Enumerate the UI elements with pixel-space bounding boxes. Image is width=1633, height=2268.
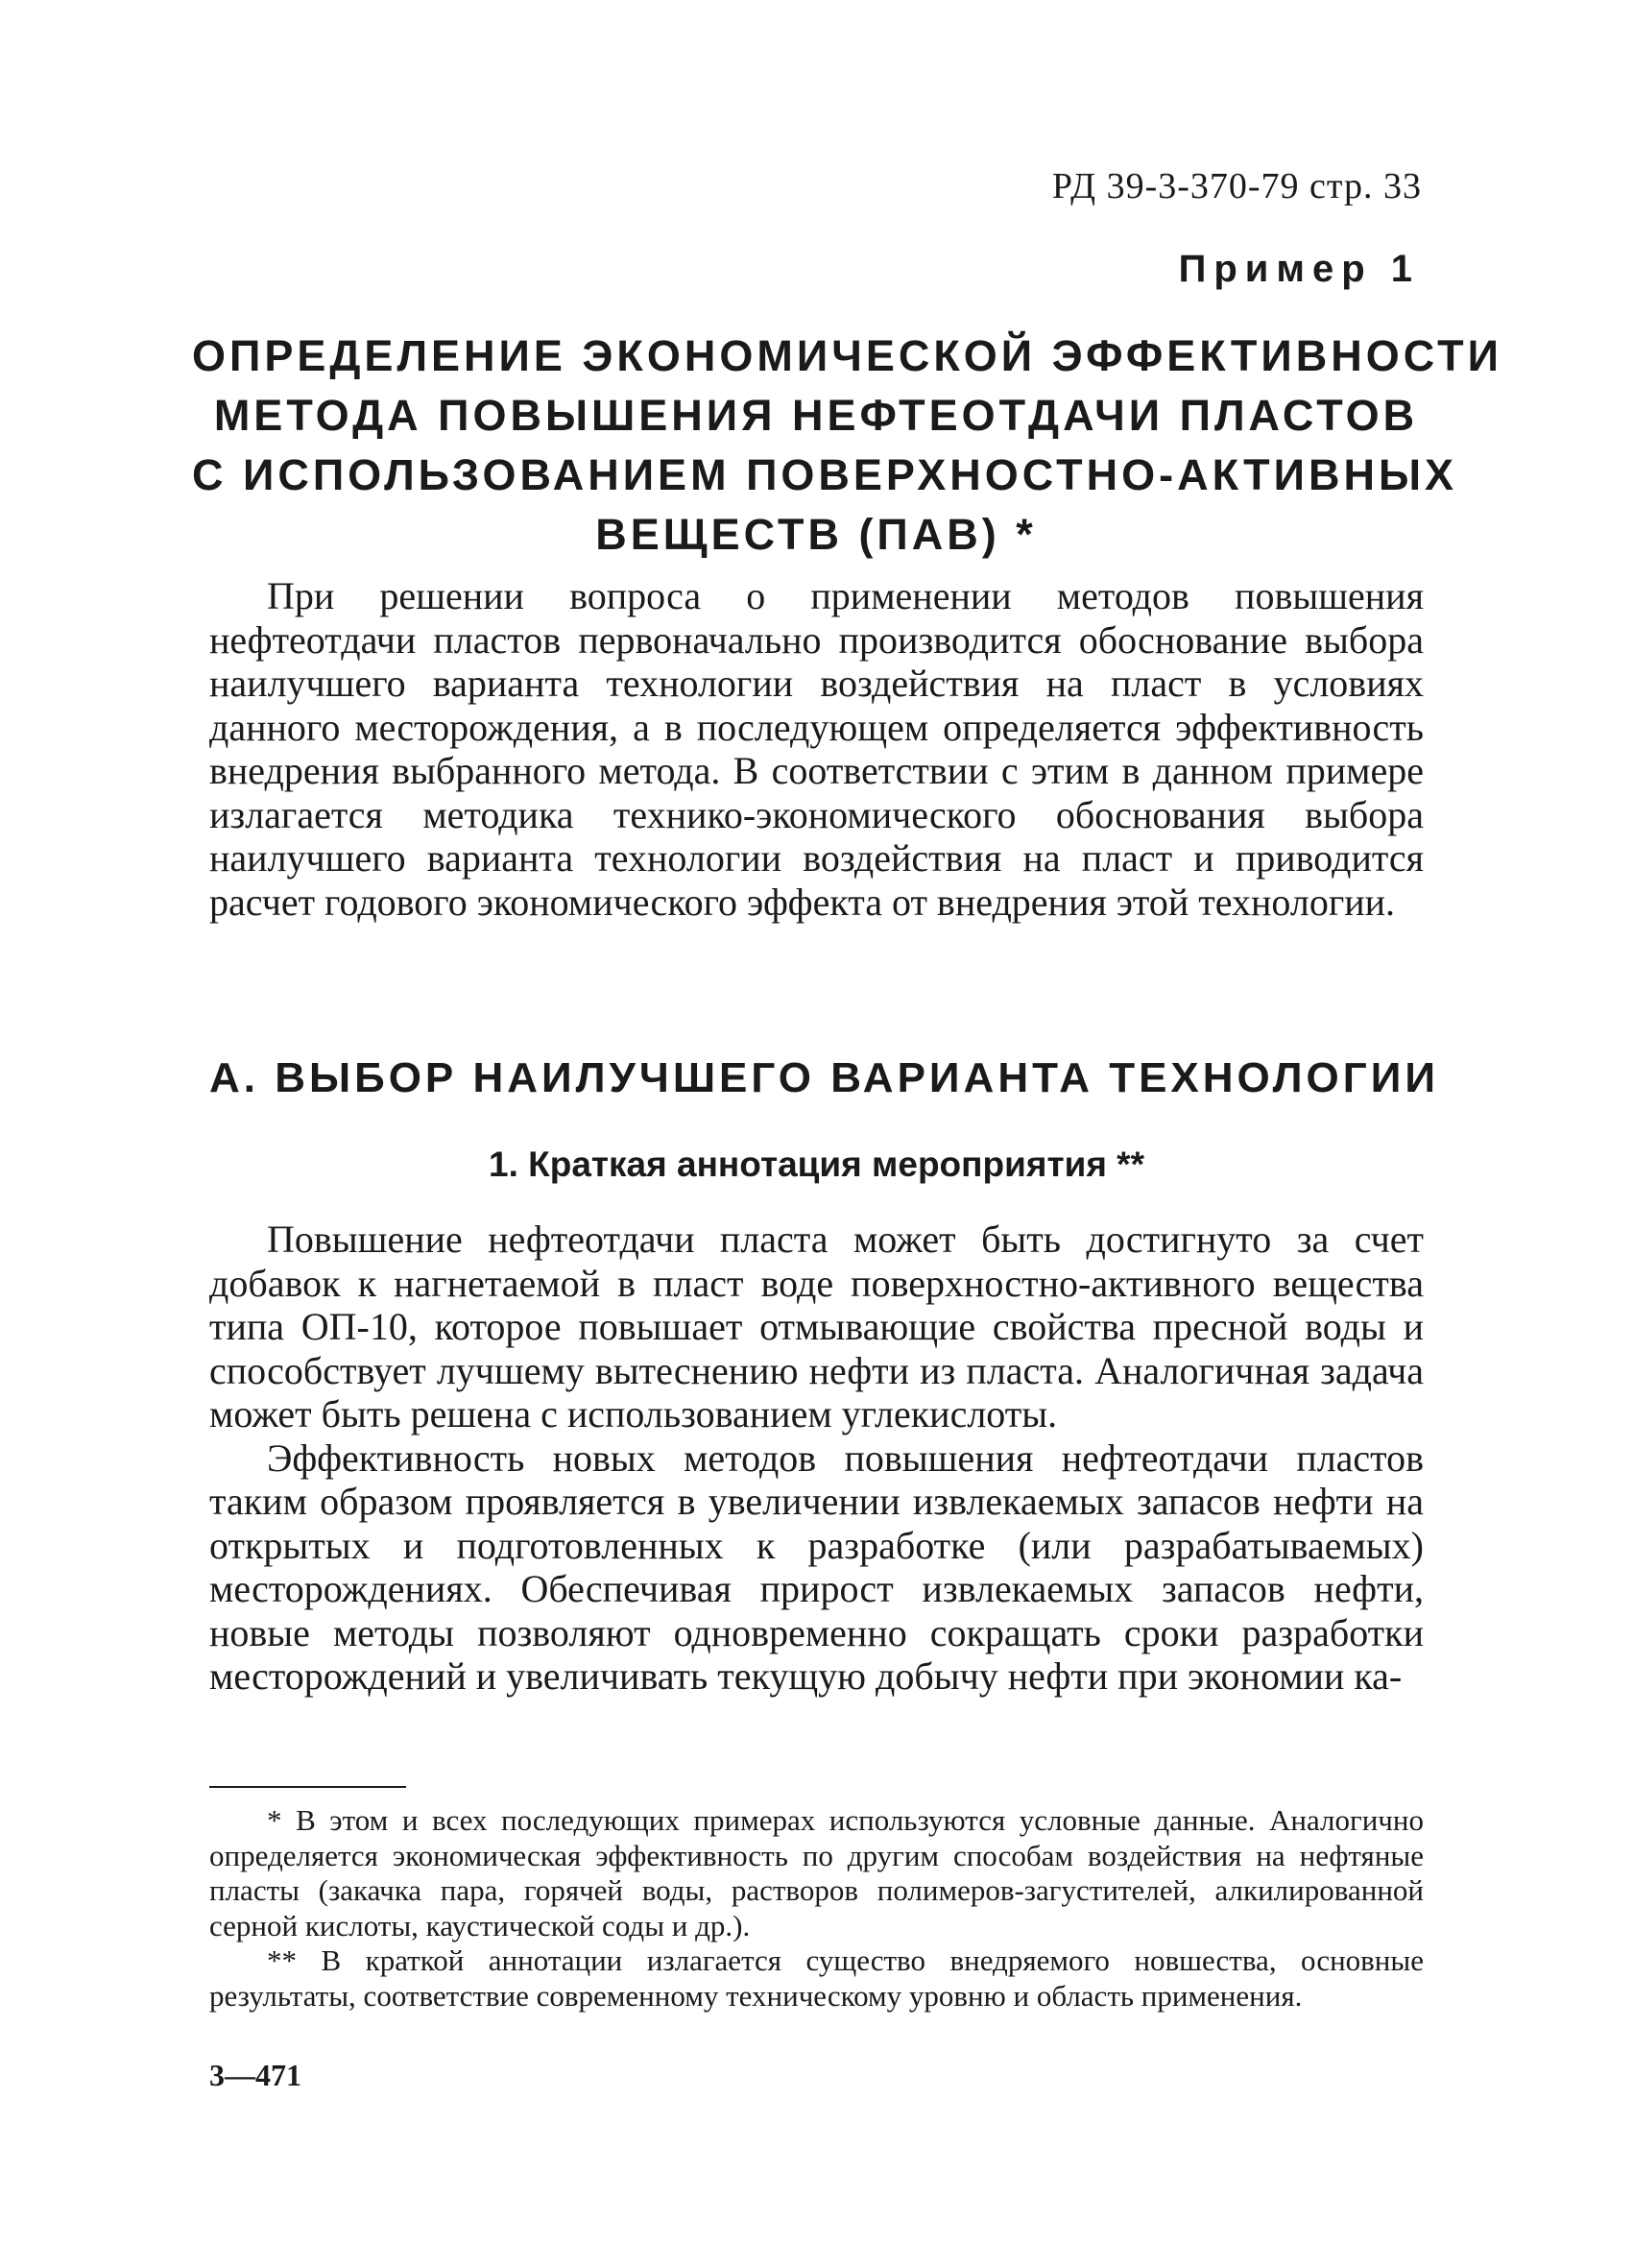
title-line: ВЕЩЕСТВ (ПАВ) * (595, 510, 1037, 559)
footnote: * В этом и всех последующих примерах используются условные данные. Аналогично определяется экономическая эффективность по другим способам воздействия на нефтяные пласты (закачка пара, горячей воды, растворов полимеров-загустителей, алкилированной серной кислоты, каустической соды и др.). (209, 1803, 1424, 1942)
footnote-divider (209, 1786, 406, 1788)
footnotes (209, 1803, 1424, 2014)
document-reference: РД 39-3-370-79 стр. 33 (1051, 166, 1422, 206)
title-line: МЕТОДА ПОВЫШЕНИЯ НЕФТЕОТДАЧИ ПЛАСТОВ (213, 391, 1419, 440)
body-block (209, 1218, 1424, 1699)
sheet-number: 3—471 (209, 2058, 301, 2092)
section-heading: А. ВЫБОР НАИЛУЧШЕГО ВАРИАНТА ТЕХНОЛОГИИ (209, 1054, 1439, 1101)
title-line: С ИСПОЛЬЗОВАНИЕМ ПОВЕРХНОСТНО-АКТИВНЫХ (192, 450, 1458, 499)
intro-paragraph: При решении вопроса о применении методов повышения нефтеотдачи пластов первоначально производится обоснование выбора наилучшего варианта технологии воздействия на пласт в условиях данного месторождения, а в последующем определяется эффективность внедрения выбранного метода. В соответствии с этим в данном примере излагается методика технико-экономического обоснования выбора наилучшего варианта технологии воздействия на пласт и приводится расчет годового экономического эффекта от внедрения этой технологии. (209, 574, 1424, 924)
title-line: ОПРЕДЕЛЕНИЕ ЭКОНОМИЧЕСКОЙ ЭФФЕКТИВНОСТИ (192, 331, 1502, 380)
subsection-heading: 1. Краткая аннотация мероприятия ** (489, 1145, 1144, 1184)
document-title (192, 326, 1502, 565)
intro-block (209, 574, 1424, 924)
body-paragraph: Повышение нефтеотдачи пласта может быть достигнуто за счет добавок к нагнетаемой в пласт воде поверхностно-активного вещества типа ОП-10, которое повышает отмывающие свойства пресной воды и способствует лучшему вытеснению нефти из пласта. Аналогичная задача может быть решена с использованием углекислоты. (209, 1218, 1424, 1436)
footnote: ** В краткой аннотации излагается существо внедряемого новшества, основные результаты, соответствие современному техническому уровню и область применения. (209, 1943, 1424, 2013)
body-paragraph: Эффективность новых методов повышения нефтеотдачи пластов таким образом проявляется в увеличении извлекаемых запасов нефти на открытых и подготовленных к разработке (или разрабатываемых) месторождениях. Обеспечивая прирост извлекаемых запасов нефти, новые методы позволяют одновременно сокращать сроки разработки месторождений и увеличивать текущую добычу нефти при экономии ка- (209, 1436, 1424, 1698)
example-label: Пример 1 (1178, 248, 1420, 290)
